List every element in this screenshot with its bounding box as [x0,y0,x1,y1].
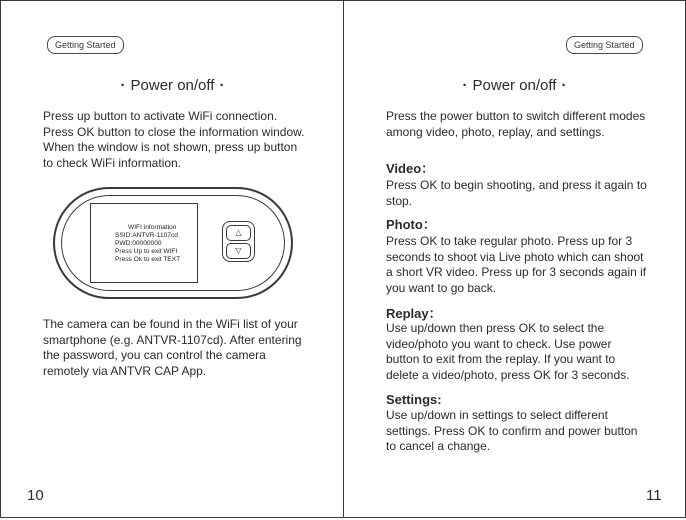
screen-ok-instruction: Press Ok to exit TEXT [115,256,181,263]
screen-password: PWD:00000000 [115,240,162,247]
up-arrow-icon: △ [226,225,251,241]
right-page [343,0,686,518]
replay-heading: Replay： [386,306,442,321]
down-arrow-icon: ▽ [226,243,251,259]
left-page [0,0,344,518]
video-heading: Video： [386,161,435,176]
screen-heading: WIFI information [128,224,177,231]
title-bullet-icon: · [219,77,225,94]
camera-screen [90,203,198,283]
getting-started-tab: Getting Started [566,36,643,54]
replay-text: Use up/down then press OK to select the video/photo you want to check. Use power button to exit from the replay. If you want to delete a video/photo, press OK for 3 seconds. [386,321,630,382]
settings-text: Use up/down in settings to select different settings. Press OK to confirm and power button to cancel a change. [386,408,638,453]
photo-heading: Photo： [386,217,436,232]
screen-up-instruction: Press Up to exit WIFI [115,248,178,255]
photo-text: Press OK to take regular photo. Press up for 3 seconds to shoot via Live photo which can shoot a short VR video. Press up for 3 seconds again if you want to go back. [386,234,647,295]
title-bullet-icon: · [120,77,126,94]
wifi-outro-paragraph: The camera can be found in the WiFi list of your smartphone (e.g. ANTVR-1107cd). After entering the password, you can control the camera remotely via ANTVR CAP App. [43,317,302,378]
camera-illustration [53,187,293,299]
page-title [344,77,685,94]
camera-button-group [222,221,255,262]
getting-started-tab: Getting Started [47,36,124,54]
title-bullet-icon: · [462,77,468,94]
settings-heading: Settings: [386,392,442,407]
title-bullet-icon: · [561,77,567,94]
page-title [1,77,344,94]
page-number: 11 [646,487,662,504]
screen-ssid: SSID:ANTVR-1107cd [115,232,178,239]
page-number: 10 [27,487,44,504]
title-text: Power on/off [472,77,557,94]
wifi-intro-paragraph: Press up button to activate WiFi connection. Press OK button to close the information window. When the window is not shown, press up button to check WiFi information. [43,109,305,170]
modes-intro-paragraph: Press the power button to switch different modes among video, photo, replay, and settings. [386,109,646,139]
video-text: Press OK to begin shooting, and press it again to stop. [386,178,647,208]
title-text: Power on/off [130,77,215,94]
